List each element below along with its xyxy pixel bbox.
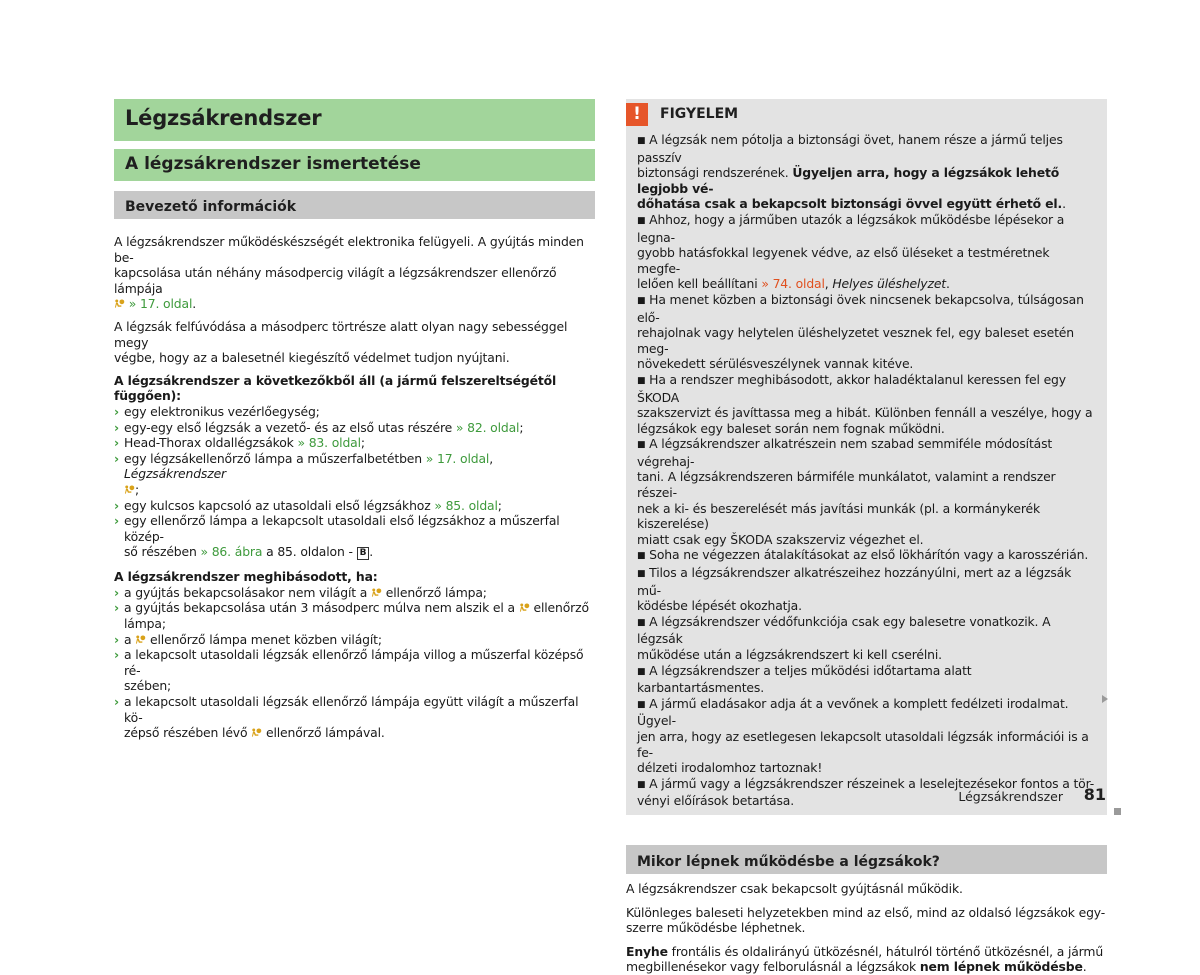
list-item-text: a gyújtás bekapcsolása után 3 másodperc múlva nem alszik el a: [124, 600, 519, 616]
punctuation: .: [192, 296, 197, 312]
chevron-right-icon: ›: [114, 647, 119, 663]
text-line: frontális és oldalirányú ütközésnél, hátulról történő ütközésnél, a jármű: [667, 943, 1104, 959]
punctuation: .: [1062, 196, 1066, 212]
left-column: [114, 99, 595, 741]
text-line: megbillenésekor vagy felborulásnál a légzsákok: [626, 959, 920, 975]
list-item-text: ellenőrző: [529, 600, 589, 616]
subsection-title-bar: [626, 845, 1107, 874]
list-item-text: szében;: [124, 678, 172, 694]
warning-item: [637, 547, 1095, 565]
square-bullet-icon: ■: [637, 666, 646, 677]
text-line: délzeti irodalomhoz tartoznak!: [637, 760, 823, 776]
section-end-square-icon: [1114, 808, 1121, 815]
square-bullet-icon: ■: [637, 551, 646, 562]
text-line: növekedett sérülésveszélynek vannak kitéve.: [637, 356, 914, 372]
square-bullet-icon: ■: [637, 569, 646, 580]
text-line: végbe, hogy az a balesetnél kiegészítő védelmet tudjon nyújtani.: [114, 350, 510, 366]
list-item: › a ellenőrző lámpa menet közben világít;: [114, 631, 382, 647]
page-reference-link[interactable]: » 74. oldal: [761, 276, 825, 292]
exclamation-icon: !: [626, 103, 648, 126]
list-item-text: Head-Thorax oldallégzsákok: [124, 435, 298, 451]
topic-reference: Légzsákrendszer: [124, 466, 226, 482]
text-line: Ha a rendszer meghibásodott, akkor haladéktalanul keressen fel egy ŠKODA: [637, 371, 1066, 405]
list-item-text: a lekapcsolt utasoldali légzsák ellenőrző lámpája villog a műszerfal középső ré-: [124, 647, 584, 678]
text-line: rehajolnak vagy helytelen üléshelyzetet vesznek fel, egy baleset esetén meg-: [637, 325, 1074, 356]
text-line: jen arra, hogy az esetlegesen lekapcsolt utasoldali légzsák információi is a fe-: [637, 728, 1089, 760]
list-item: [114, 647, 595, 694]
section-title-bar: [114, 149, 595, 181]
list-item: [114, 513, 595, 560]
chevron-right-icon: ›: [114, 435, 119, 451]
text-line: tani. A légzsákrendszeren bármiféle munkálatot, valamint a rendszer részei-: [637, 469, 1056, 501]
list-item: [114, 451, 595, 498]
list-item: [114, 498, 595, 514]
chevron-right-icon: ›: [114, 694, 119, 710]
emphasis: nem lépnek működésbe: [919, 959, 1083, 975]
warning-item: [637, 132, 1095, 212]
paragraph: [626, 905, 1107, 936]
list-item-text: egy elektronikus vezérlőegység;: [124, 403, 320, 419]
square-bullet-icon: ■: [637, 617, 646, 628]
chevron-right-icon: ›: [114, 584, 119, 600]
text-line: Különleges baleseti helyzetekben mind az első, mind az oldalsó légzsákok egy-: [626, 904, 1106, 920]
paragraph: A légzsákrendszer csak bekapcsolt gyújtásnál működik.: [626, 880, 963, 896]
paragraph: [114, 234, 595, 312]
punctuation: ;: [360, 435, 365, 451]
warning-item: [637, 565, 1095, 614]
topic-reference: Helyes üléshelyzet: [832, 276, 947, 292]
text-line: miatt csak egy ŠKODA szakszerviz végezhet el.: [637, 531, 924, 547]
figure-key-box: B: [357, 547, 370, 560]
warning-item: [637, 696, 1095, 776]
square-bullet-icon: ■: [637, 699, 646, 710]
list-item-text: ellenőrző lámpa;: [382, 584, 487, 600]
chevron-right-icon: ›: [114, 631, 119, 647]
subsection-title: Bevezető információk: [125, 199, 297, 215]
list-item: [114, 694, 595, 741]
list-item-text: egy kulcsos kapcsoló az utasoldali első légzsákhoz: [124, 497, 435, 513]
list-item-text: egy ellenőrző lámpa a lekapcsolt utasoldali első légzsákhoz a műszerfal közép-: [124, 513, 560, 544]
list-item-text: ellenőrző lámpával.: [262, 725, 385, 741]
text-line: kapcsolása után néhány másodpercig világít a légzsákrendszer ellenőrző lámpája: [114, 265, 557, 296]
chevron-right-icon: ›: [114, 513, 119, 529]
text-line: A légzsákrendszer védőfunkciója csak egy balesetre vonatkozik. A légzsák: [637, 613, 1051, 647]
list-item-text: ső részében: [124, 544, 201, 560]
text-line: Ha menet közben a biztonsági övek nincsenek bekapcsolva, túlságosan elő-: [637, 291, 1084, 325]
warning-body: [637, 132, 1095, 809]
airbag-warning-icon: [371, 587, 382, 598]
text-line: A légzsákrendszer alkatrészein nem szabad semmiféle módosítást végrehaj-: [637, 436, 1053, 469]
text-line: szerre működésbe léphetnek.: [626, 920, 806, 936]
chevron-right-icon: ›: [114, 403, 119, 419]
airbag-warning-icon: [251, 727, 262, 738]
chapter-title: Légzsákrendszer: [125, 106, 322, 130]
list-item-text: zépső részében lévő: [124, 725, 252, 741]
punctuation: ;: [497, 497, 502, 513]
square-bullet-icon: ■: [637, 440, 646, 451]
warning-item: [637, 292, 1095, 372]
punctuation: ;: [519, 419, 524, 435]
subsection-title-bar: [114, 191, 595, 219]
text-line: ködésbe lépését okozhatja.: [637, 598, 802, 614]
punctuation: ,: [489, 450, 493, 466]
text-line: Ahhoz, hogy a járműben utazók a légzsákok működésbe lépésekor a legna-: [637, 211, 1065, 245]
list-item-text: a 85. oldalon -: [262, 544, 357, 560]
list-item-text: egy légzsákellenőrző lámpa a műszerfalbetétben: [124, 450, 426, 466]
emphasis: Enyhe: [626, 943, 668, 959]
chapter-title-bar: [114, 99, 595, 141]
airbag-warning-icon: [519, 602, 530, 613]
text-line: A légzsák felfúvódása a másodperc törtrésze alatt olyan nagy sebességgel megy: [114, 318, 568, 350]
text-line: A légzsákrendszer a teljes működési időtartama alatt karbantartásmentes.: [637, 662, 972, 696]
chevron-right-icon: ›: [114, 419, 119, 435]
text-line: A jármű vagy a légzsákrendszer részeinek a leselejtezésekor fontos a tör-: [649, 775, 1095, 791]
emphasis: dőhatása csak a bekapcsolt biztonsági övvel együtt érhető el.: [637, 196, 1063, 212]
text-line: gyobb hatásfokkal legyenek védve, az első üléseket a testméretnek megfe-: [637, 245, 1050, 276]
deployment-text: [626, 881, 1107, 975]
punctuation: ,: [824, 276, 833, 292]
section-title: A légzsákrendszer ismertetése: [125, 154, 421, 174]
list-item-text: ellenőrző lámpa menet közben világít;: [146, 631, 382, 647]
page-reference-link[interactable]: » 17. oldal: [128, 296, 193, 312]
text-line: légzsákok egy baleset során nem fognak működni.: [637, 420, 945, 436]
warning-item: [637, 436, 1095, 547]
square-bullet-icon: ■: [637, 215, 646, 226]
list-item: [114, 600, 595, 631]
warning-item: [637, 663, 1095, 696]
list-heading: A légzsákrendszer a következőkből áll (a jármű felszereltségétől függően):: [114, 372, 557, 404]
text-line: lelően kell beállítani: [637, 276, 762, 292]
figure-reference-link[interactable]: » 86. ábra: [200, 544, 263, 560]
square-bullet-icon: ■: [637, 779, 646, 790]
page-reference-link[interactable]: » 17. oldal: [425, 450, 490, 466]
square-bullet-icon: ■: [637, 375, 646, 386]
punctuation: .: [946, 276, 950, 292]
warning-title: FIGYELEM: [660, 106, 739, 122]
text-line: A légzsák nem pótolja a biztonsági övet, hanem része a jármű teljes passzív: [637, 132, 1063, 165]
airbag-warning-icon: [135, 634, 146, 645]
list-item: [114, 404, 595, 420]
chevron-right-icon: ›: [114, 497, 119, 513]
list-item-text: a gyújtás bekapcsolásakor nem világít a: [124, 584, 371, 600]
airbag-warning-icon: [124, 484, 135, 495]
list-item: [114, 585, 595, 601]
punctuation: ;: [135, 481, 140, 497]
list-item: [114, 435, 595, 451]
footer-section-name: Légzsákrendszer: [958, 789, 1063, 804]
warning-item: [637, 212, 1095, 292]
paragraph: [114, 319, 595, 366]
list-item: [114, 420, 595, 436]
paragraph: [626, 944, 1107, 975]
subsection-title: Mikor lépnek működésbe a légzsákok?: [637, 853, 940, 870]
text-line: A légzsákrendszer működéskészségét elektronika felügyeli. A gyújtás minden be-: [114, 234, 584, 265]
text-line: nek a ki- és beszerelését más javítási munkák (pl. a kormánykerék kiszerelése): [637, 500, 1041, 532]
square-bullet-icon: ■: [637, 136, 646, 146]
list-item-text: lámpa;: [124, 616, 166, 632]
page-reference-link[interactable]: » 85. oldal: [434, 497, 498, 513]
intro-text: [114, 234, 595, 741]
punctuation: .: [369, 544, 374, 560]
airbag-warning-icon: [114, 298, 125, 309]
warning-item: [637, 614, 1095, 663]
page-number: 81: [1083, 785, 1106, 804]
square-bullet-icon: ■: [637, 295, 646, 306]
warning-box: [626, 99, 1107, 815]
text-line: működése után a légzsákrendszert ki kell cserélni.: [637, 647, 942, 662]
punctuation: .: [1082, 959, 1087, 975]
chevron-right-icon: ›: [114, 450, 119, 466]
text-line: vényi előírások betartása.: [637, 793, 795, 809]
text-line: A jármű eladásakor adja át a vevőnek a komplett fedélzeti irodalmat. Ügyel-: [637, 695, 1069, 729]
warning-item: [637, 372, 1095, 436]
right-column: [626, 99, 1107, 975]
list-heading: A légzsákrendszer meghibásodott, ha:: [114, 569, 378, 585]
page-reference-link[interactable]: » 83. oldal: [297, 435, 361, 451]
list-item-text: egy-egy első légzsák a vezető- és az első utas részére: [124, 419, 456, 435]
warning-header: [633, 99, 1095, 127]
chevron-right-icon: ›: [114, 600, 119, 616]
page-reference-link[interactable]: » 82. oldal: [455, 419, 520, 435]
continue-arrow-icon: [1102, 695, 1108, 703]
text-line: Soha ne végezzen átalakításokat az első lökhárítón vagy a karosszérián.: [649, 547, 1089, 563]
emphasis: Ügyeljen arra, hogy a légzsákok lehető legjobb vé-: [637, 165, 1060, 196]
text-line: szakszervizt és javíttassa meg a hibát. Különben fennáll a veszélye, hogy a: [637, 405, 1093, 421]
text-line: biztonsági rendszerének.: [637, 165, 793, 181]
text-line: Tilos a légzsákrendszer alkatrészeihez hozzányúlni, mert az a légzsák mű-: [637, 565, 1072, 598]
list-item-text: a lekapcsolt utasoldali légzsák ellenőrző lámpája együtt világít a műszerfal kö-: [124, 694, 579, 725]
